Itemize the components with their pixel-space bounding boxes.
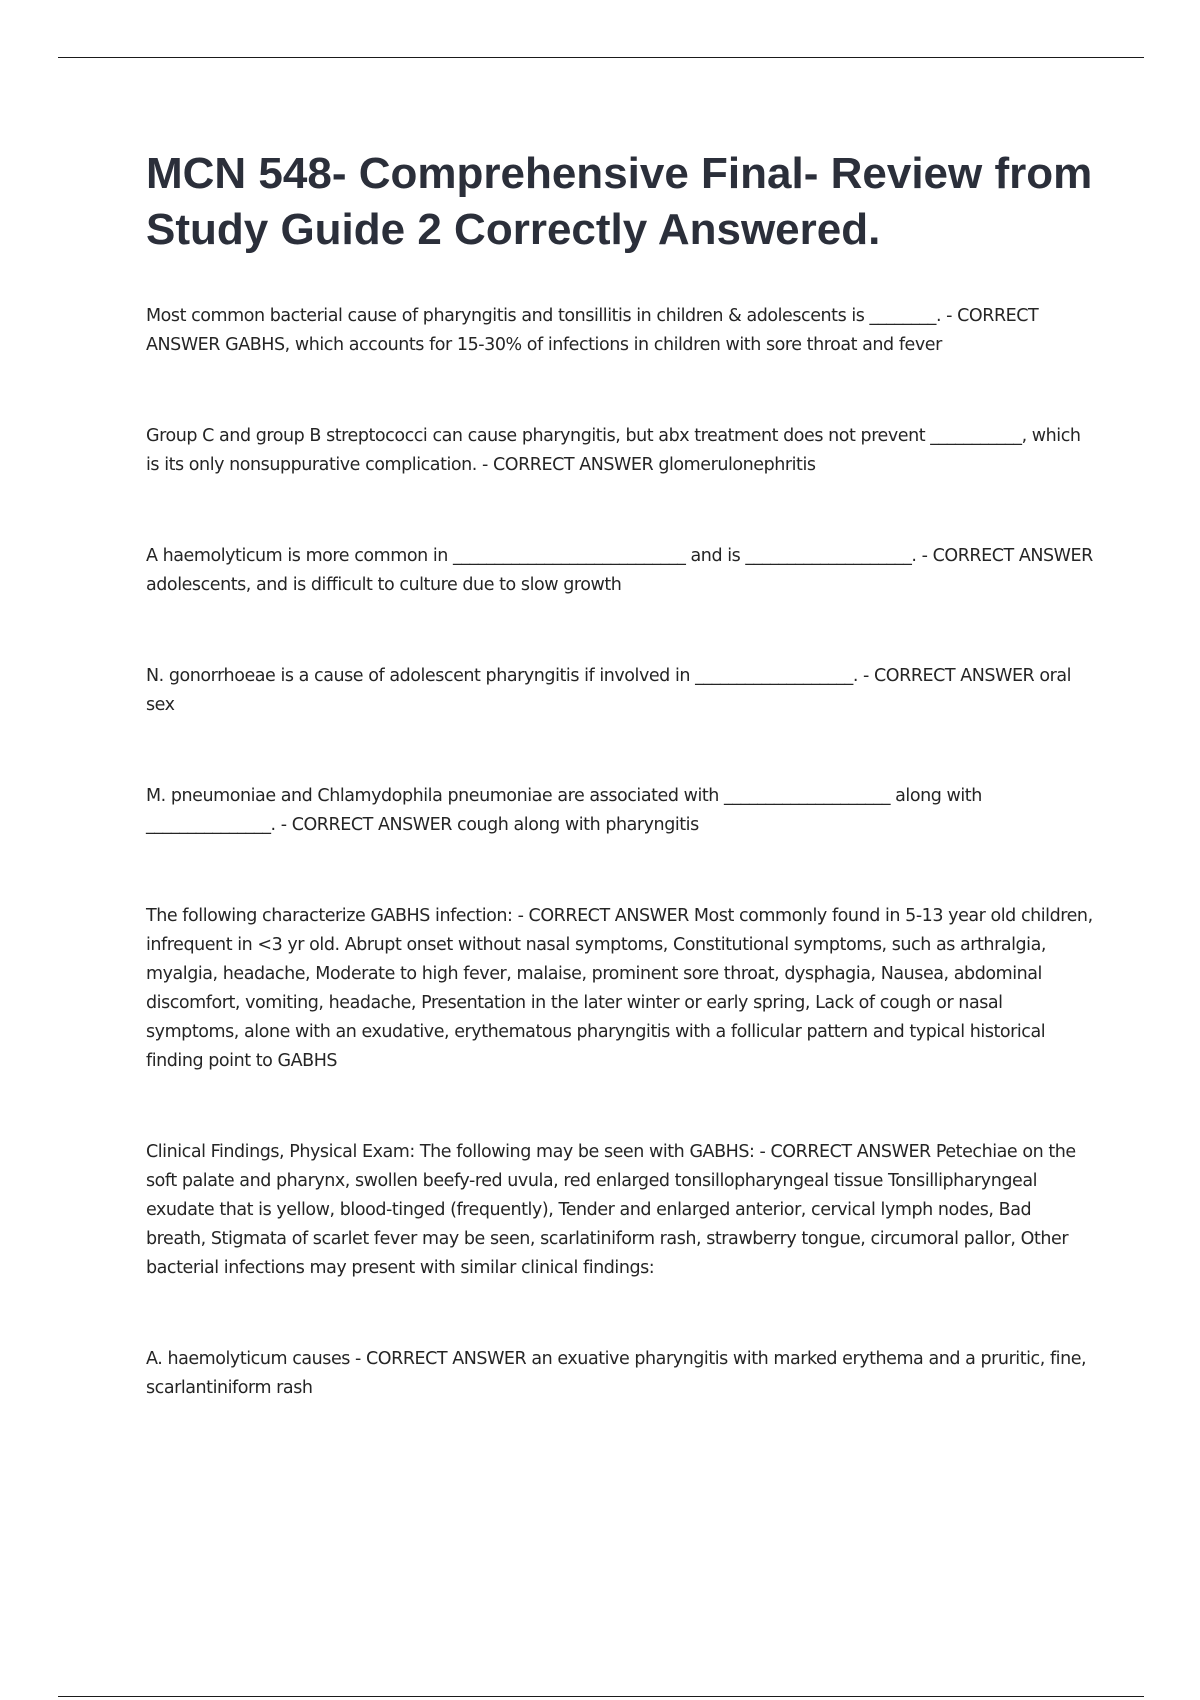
qa-item: M. pneumoniae and Chlamydophila pneumoniae are associated with ____________________ along with _______________. - CORRECT ANSWER cough along with pharyngitis (146, 786, 982, 835)
qa-item: A. haemolyticum causes - CORRECT ANSWER an exuative pharyngitis with marked erythema and a pruritic, fine, scarlantiniform rash (146, 1349, 1087, 1398)
qa-list (146, 302, 1096, 1403)
bottom-rule (58, 1696, 1144, 1697)
qa-item: Clinical Findings, Physical Exam: The following may be seen with GABHS: - CORRECT ANSWER Petechiae on the soft palate and pharynx, swollen beefy-red uvula, red enlarged tonsillopharyngeal tissue Tonsillipharyngeal exudate that is yellow, blood-tinged (frequently), Tender and enlarged anterior, cervical lymph nodes, Bad breath, Stigmata of scarlet fever may be seen, scarlatiniform rash, strawberry tongue, circumoral pallor, Other bacterial infections may present with similar clinical findings: (146, 1142, 1076, 1278)
qa-item: A haemolyticum is more common in ____________________________ and is ____________________. - CORRECT ANSWER adolescents, and is difficult to culture due to slow growth (146, 546, 1093, 595)
qa-item: Most common bacterial cause of pharyngitis and tonsillitis in children & adolescents is ________. - CORRECT ANSWER GABHS, which accounts for 15-30% of infections in children with sore throat and fever (146, 306, 1039, 355)
qa-item: Group C and group B streptococci can cause pharyngitis, but abx treatment does not prevent ___________, which is its only nonsuppurative complication. - CORRECT ANSWER glomerulonephritis (146, 426, 1081, 475)
qa-item: The following characterize GABHS infection: - CORRECT ANSWER Most commonly found in 5-13 year old children, infrequent in <3 yr old. Abrupt onset without nasal symptoms, Constitutional symptoms, such as arthralgia, myalgia, headache, Moderate to high fever, malaise, prominent sore throat, dysphagia, Nausea, abdominal discomfort, vomiting, headache, Presentation in the later winter or early spring, Lack of cough or nasal symptoms, alone with an exudative, erythematous pharyngitis with a follicular pattern and typical historical finding point to GABHS (146, 906, 1093, 1071)
qa-item: N. gonorrhoeae is a cause of adolescent pharyngitis if involved in ___________________. - CORRECT ANSWER oral sex (146, 666, 1072, 715)
document-title: MCN 548- Comprehensive Final- Review from Study Guide 2 Correctly Answered. (146, 149, 1093, 254)
top-rule (58, 57, 1144, 58)
